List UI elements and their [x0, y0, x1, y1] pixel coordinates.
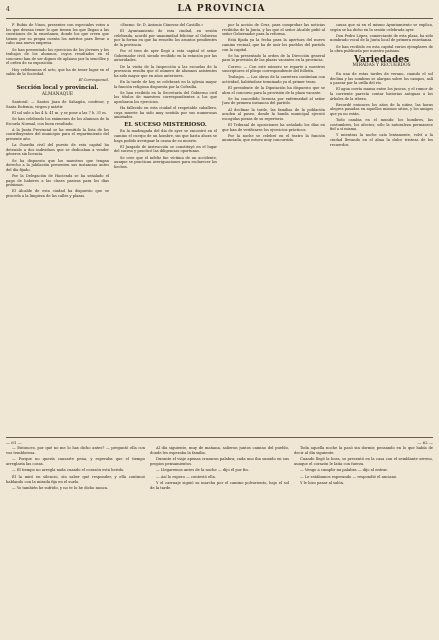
- paragraph: El presidente de la Diputación ha dispuesto que se abra el concurso para la provisión de la plaza vacante.: [222, 86, 325, 95]
- paragraph: El Tribunal de oposiciones ha señalado los días en que han de verificarse los ejercicios prácticos.: [222, 123, 325, 132]
- paragraph: Se han recibido en esta capital varios ejemplares de la obra publicada por nuestro paisano.: [330, 44, 433, 54]
- paragraph: Cuando llegó la hora, se presentó en la casa con el semblante sereno, aunque el corazón le latía con fuerza.: [294, 457, 433, 466]
- paragraph: Está fijada ya la fecha para la apertura del nuevo camino vecinal, que ha de unir los pueblos del partido con la capital.: [222, 38, 325, 52]
- paragraph: — Yo también he sufrido, y no te lo he dicho nunca.: [12, 485, 109, 490]
- paragraph: Santoral. — Santos Juan de Sahagún, confesor, y Santa Eufemia, virgen y mártir.: [6, 100, 109, 109]
- paragraph: Y el carruaje siguió su marcha por el camino polvoriento, bajo el sol de la tarde.: [150, 481, 289, 490]
- column-2: [114, 23, 217, 433]
- paragraph: — Así lo espero — contestó ella.: [156, 474, 216, 479]
- page-number: 4: [6, 6, 10, 13]
- paragraph: Al día siguiente, muy de mañana, salieron juntos camino del pueblo, donde les esperaba la familia.: [150, 446, 289, 455]
- paragraph: Se han presentado los ejercicios de los jóvenes y los trabajos de los alumnos, cuyos resultados en el concurso han de ser dignos de aplauso por la sencillez y el orden de su exposición.: [6, 47, 109, 66]
- paragraph: — Le estábamos esperando — respondió el anciano.: [300, 474, 398, 479]
- paragraph: La Guardia civil del puesto de esta capital ha detenido a dos individuos que se dedicaban a vender géneros sin licencia.: [6, 143, 109, 157]
- section-title: Variedades: [353, 54, 410, 65]
- paragraph: — Vengo a cumplir mi palabra — dijo al entrar.: [300, 468, 388, 473]
- feuilleton-column-1: [6, 446, 145, 638]
- newspaper-title: LA PROVINCIA: [177, 4, 266, 14]
- paragraph: Todo cambia en el mundo: los hombres, las costumbres, los afectos; sólo la naturaleza permanece fiel a sí misma.: [330, 118, 433, 132]
- signature-line: El Corresponsal.: [78, 78, 109, 83]
- section-heading: Sección local y provincial.: [16, 84, 99, 91]
- paragraph: — El tiempo no arregla nada cuando el corazón está herido.: [12, 468, 125, 473]
- paragraph: Y mientras la noche caía lentamente, volví a la ciudad llevando en el alma la dulce tristeza de los recuerdos.: [330, 133, 433, 147]
- paragraph: Trabajos. — Las obras de la carretera continúan con actividad, habiéndose terminado ya el primer trozo.: [222, 75, 325, 84]
- paragraph: Por la noche se celebró en el teatro la función anunciada, que estuvo muy concurrida.: [222, 133, 325, 143]
- paragraph: Se ha presentado la orden de la Dirección general para la provisión de las plazas vacantes en la provincia.: [222, 53, 325, 63]
- paragraph: causa que ni en el mismo Ayuntamiento se explica, según se ha dicho en la sesión celebrada ayer.: [330, 23, 433, 32]
- paragraph: Toda aquella noche la pasó sin dormir, pensando en lo que había de decir al día siguiente.: [294, 446, 433, 455]
- paragraph: Correo. — Con este número se reparte a nuestros suscriptores el pliego correspondiente del folletín.: [222, 64, 325, 74]
- paragraph: Se han celebrado los exámenes de los alumnos de la Escuela Normal, con buen resultado.: [6, 117, 109, 126]
- feuilleton-column-2: [150, 446, 289, 638]
- paragraph: Ha fallecido en esta ciudad el respetable caballero, cuya muerte ha sido muy sentida por sus numerosas amistades.: [114, 106, 217, 120]
- paragraph: A la Junta Provincial se ha remitido la lista de los contribuyentes del municipio para el repartimiento del presente año.: [6, 127, 109, 142]
- paragraph: Se ha concedido licencia por enfermedad al señor Juez de primera instancia del partido.: [222, 96, 325, 106]
- paragraph: — Porque no quería causarte pena, y esperaba que el tiempo arreglaría las cosas.: [6, 457, 145, 466]
- paragraph: Hoy celebramos el acto, que ha de tener lugar en el salón de la Sociedad.: [6, 67, 109, 77]
- column-4: [330, 23, 433, 433]
- subheading: MIRADAS Y RECUERDOS: [352, 63, 411, 69]
- paragraph: El Alcalde de esta ciudad ha dispuesto que se proceda a la limpieza de las calles y plazas.: [6, 189, 109, 198]
- subheading: ALMANAQUE: [41, 91, 74, 97]
- paragraph: En una de estas tardes de verano, cuando el sol declina y las sombras se alargan sobre los campos, salí a pasear por la orilla del río.: [330, 71, 433, 86]
- section-heading: EL SUCESO MISTERIOSO.: [124, 121, 207, 128]
- paragraph: Recordé entonces los años de la niñez, las horas alegres pasadas en aquellos mismos sitios, y los amigos que ya no están.: [330, 102, 433, 116]
- paragraph: En la tarde de hoy se celebrará en la iglesia mayor la función religiosa dispuesta por la Cofradía.: [114, 79, 217, 89]
- paragraph: Se han recibido en la Secretaría del Gobierno civil los títulos de maestros correspondientes a los que aprobaron los ejercicios.: [114, 90, 217, 104]
- paragraph: Por el tren de ayer llegó a esta capital el señor Gobernador civil, siendo recibido en la estación por las autoridades.: [114, 49, 217, 63]
- paragraph: Al declinar la tarde, las familias de la población acuden al paseo, donde la banda municipal ejecutó escogidas piezas de su repertorio.: [222, 107, 325, 121]
- paragraph: El Ayuntamiento de esta ciudad, en sesión celebrada, acordó por unanimidad felicitar al Gobierno por la forma en que ha resuelto los asuntos pendientes de la provincia.: [114, 29, 217, 47]
- paragraph: Por la Delegación de Hacienda se ha señalado el pago de haberes a las clases pasivas para los días próximos.: [6, 173, 109, 188]
- paragraph: — Llegaremos antes de la noche — dijo él por fin.: [156, 468, 249, 473]
- paragraph: F. Rubio de Vinos, presentes con especiales votos a los que desean tener lo que tienen los que llegan a las cuestiones de la enseñanza, donde los que creen que tienen por su propia cuenta los méritos para llevar a cabo una nueva empresa.: [6, 23, 109, 46]
- column-3: [222, 23, 325, 433]
- folio-right: — 62 —: [417, 440, 433, 445]
- paragraph: por la acción de Cruz, para comprobar las noticias recibidas de la Junta, y las que el señor Alcalde pidió al señor Gobernador para la reforma.: [222, 23, 325, 37]
- paragraph: «Excmo. Sr. D. Antonio Cánovas del Castillo.»: [120, 23, 204, 27]
- feuilleton-section: [6, 446, 433, 638]
- feuilleton-folio: [6, 438, 433, 446]
- paragraph: El sol sale a las 4 h. 41 m. y se pone a las 7 h. 31 m.: [12, 110, 107, 115]
- paragraph: — Entonces, por qué no me lo has dicho antes? — preguntó ella con voz temblorosa.: [6, 446, 145, 455]
- paragraph: Durante el viaje apenas cruzaron palabra; cada uno iba sumido en sus propios pensamientos.: [150, 457, 289, 466]
- paragraph: Se cree que el infeliz fue víctima de un accidente, aunque se practican averiguaciones para esclarecer los hechos.: [114, 155, 217, 169]
- paragraph: Él la miró en silencio, sin saber qué responder, y ella continuó hablando con la mirada fija en el suelo.: [6, 474, 145, 484]
- feuilleton-column-3: [294, 446, 433, 638]
- main-columns: [6, 23, 433, 433]
- paragraph: Don Pedro López, comerciante de esta plaza, ha sido nombrado vocal de la Junta local de primera enseñanza.: [330, 33, 433, 43]
- column-1: [6, 23, 109, 433]
- paragraph: Se ha dispuesto que los maestros que tengan derecho a la jubilación presenten sus instancias antes del día fijado.: [6, 158, 109, 172]
- paragraph: El agua corría mansa entre los juncos, y el rumor de la corriente parecía contar historias antiguas a los árboles de la ribera.: [330, 87, 433, 101]
- folio-left: — 61 —: [6, 440, 22, 445]
- paragraph: Y le hizo pasar al salón.: [300, 481, 345, 486]
- paragraph: En la madrugada del día de ayer se encontró en el camino el cuerpo de un hombre, sin que hasta ahora se haya podido averiguar la causa de su muerte.: [114, 129, 217, 143]
- paragraph: De la visita de la Inspección a las escuelas de la provincia resulta que el número de alumnos asistentes ha sido mayor que en años anteriores.: [114, 64, 217, 78]
- paragraph: El Juzgado de instrucción se constituyó en el lugar del suceso y practicó las diligencias oportunas.: [114, 144, 217, 154]
- masthead: [6, 4, 433, 19]
